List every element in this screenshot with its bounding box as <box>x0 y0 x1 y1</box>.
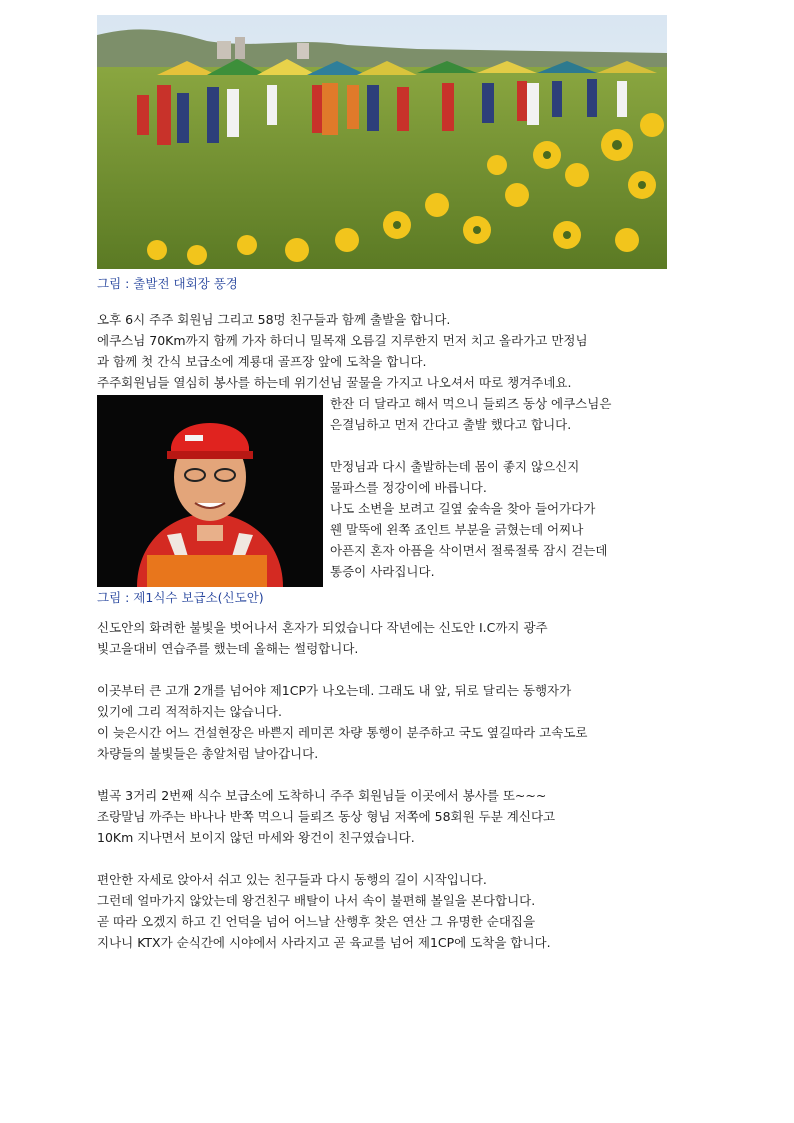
text-line: 한잔 더 달라고 해서 먹으니 들뢰즈 동상 에쿠스님은 <box>330 396 612 411</box>
photo-with-text <box>97 393 667 589</box>
side-text <box>330 393 611 582</box>
paragraph-5 <box>97 869 667 953</box>
marathon-start-photo <box>97 15 667 269</box>
text-line: 아픈지 혼자 아픔을 삭이면서 절룩절룩 잠시 걷는데 <box>330 543 608 558</box>
text-line: 벌곡 3거리 2번째 식수 보급소에 도착하니 주주 회원님들 이곳에서 봉사를 또~~~ <box>97 788 547 803</box>
text-line: 차량들의 불빛들은 총알처럼 날아갑니다. <box>97 746 319 761</box>
runner-portrait-photo <box>97 395 323 587</box>
text-line: 물파스를 정강이에 바릅니다. <box>330 480 487 495</box>
text-line: 주주회원님들 열심히 봉사를 하는데 위기선님 꿀물을 가지고 나오셔서 따로 챙겨주네요. <box>97 375 572 390</box>
paragraph-4 <box>97 785 667 848</box>
text-line <box>330 435 611 456</box>
text-line: 나도 소변을 보려고 길옆 숲속을 찾아 들어가다가 <box>330 501 596 516</box>
text-line: 빛고을대비 연습주를 했는데 올해는 썰렁합니다. <box>97 641 359 656</box>
text-line: 통증이 사라집니다. <box>330 564 435 579</box>
paragraph-1 <box>97 309 667 393</box>
text-line: 에쿠스님 70Km까지 함께 가자 하더니 밀목재 오름길 지루한지 먼저 치고 올라가고 만정님 <box>97 333 588 348</box>
text-line: 은결님하고 먼저 간다고 출발 했다고 합니다. <box>330 417 572 432</box>
text-line: 그런데 얼마가지 않았는데 왕건친구 배탈이 나서 속이 불편해 볼일을 본다합니다. <box>97 893 536 908</box>
paragraph-2 <box>97 617 667 659</box>
text-line: 편안한 자세로 앉아서 쉬고 있는 친구들과 다시 동행의 길이 시작입니다. <box>97 872 487 887</box>
text-line: 웬 말뚝에 왼쪽 죠인트 부분을 긁혔는데 어찌나 <box>330 522 584 537</box>
text-line: 과 함께 첫 간식 보급소에 계룡대 골프장 앞에 도착을 합니다. <box>97 354 427 369</box>
text-line: 이 늦은시간 어느 건설현장은 바쁜지 레미콘 차량 통행이 분주하고 국도 옆길따라 고속도로 <box>97 725 588 740</box>
document-body <box>97 15 667 953</box>
paragraph-3 <box>97 680 667 764</box>
text-line: 조랑말님 까주는 바나나 반쪽 먹으니 들뢰즈 동상 형님 저쪽에 58회원 두분 계신다고 <box>97 809 556 824</box>
text-line: 지나니 KTX가 순식간에 시야에서 사라지고 곧 육교를 넘어 제1CP에 도착을 합니다. <box>97 935 551 950</box>
text-line: 있기에 그리 적적하지는 않습니다. <box>97 704 282 719</box>
text-line: 곧 따라 오겠지 하고 긴 언덕을 넘어 어느날 산행후 찾은 연산 그 유명한 순대집을 <box>97 914 536 929</box>
text-line: 오후 6시 주주 회원님 그리고 58멍 친구들과 함께 출발을 합니다. <box>97 312 451 327</box>
text-line: 10Km 지나면서 보이지 않던 마세와 왕건이 친구였습니다. <box>97 830 415 845</box>
photo-caption-2: 그림 : 제1식수 보급소(신도안) <box>97 590 264 605</box>
text-line: 만정님과 다시 출발하는데 몸이 좋지 않으신지 <box>330 459 580 474</box>
text-line: 이곳부터 큰 고개 2개를 넘어야 제1CP가 나오는데. 그래도 내 앞, 뒤로 달리는 동행자가 <box>97 683 572 698</box>
text-line: 신도안의 화려한 불빛을 벗어나서 혼자가 되었습니다 작년에는 신도안 I.C까지 광주 <box>97 620 548 635</box>
photo-caption-1: 그림 : 출발전 대회장 풍경 <box>97 276 238 291</box>
